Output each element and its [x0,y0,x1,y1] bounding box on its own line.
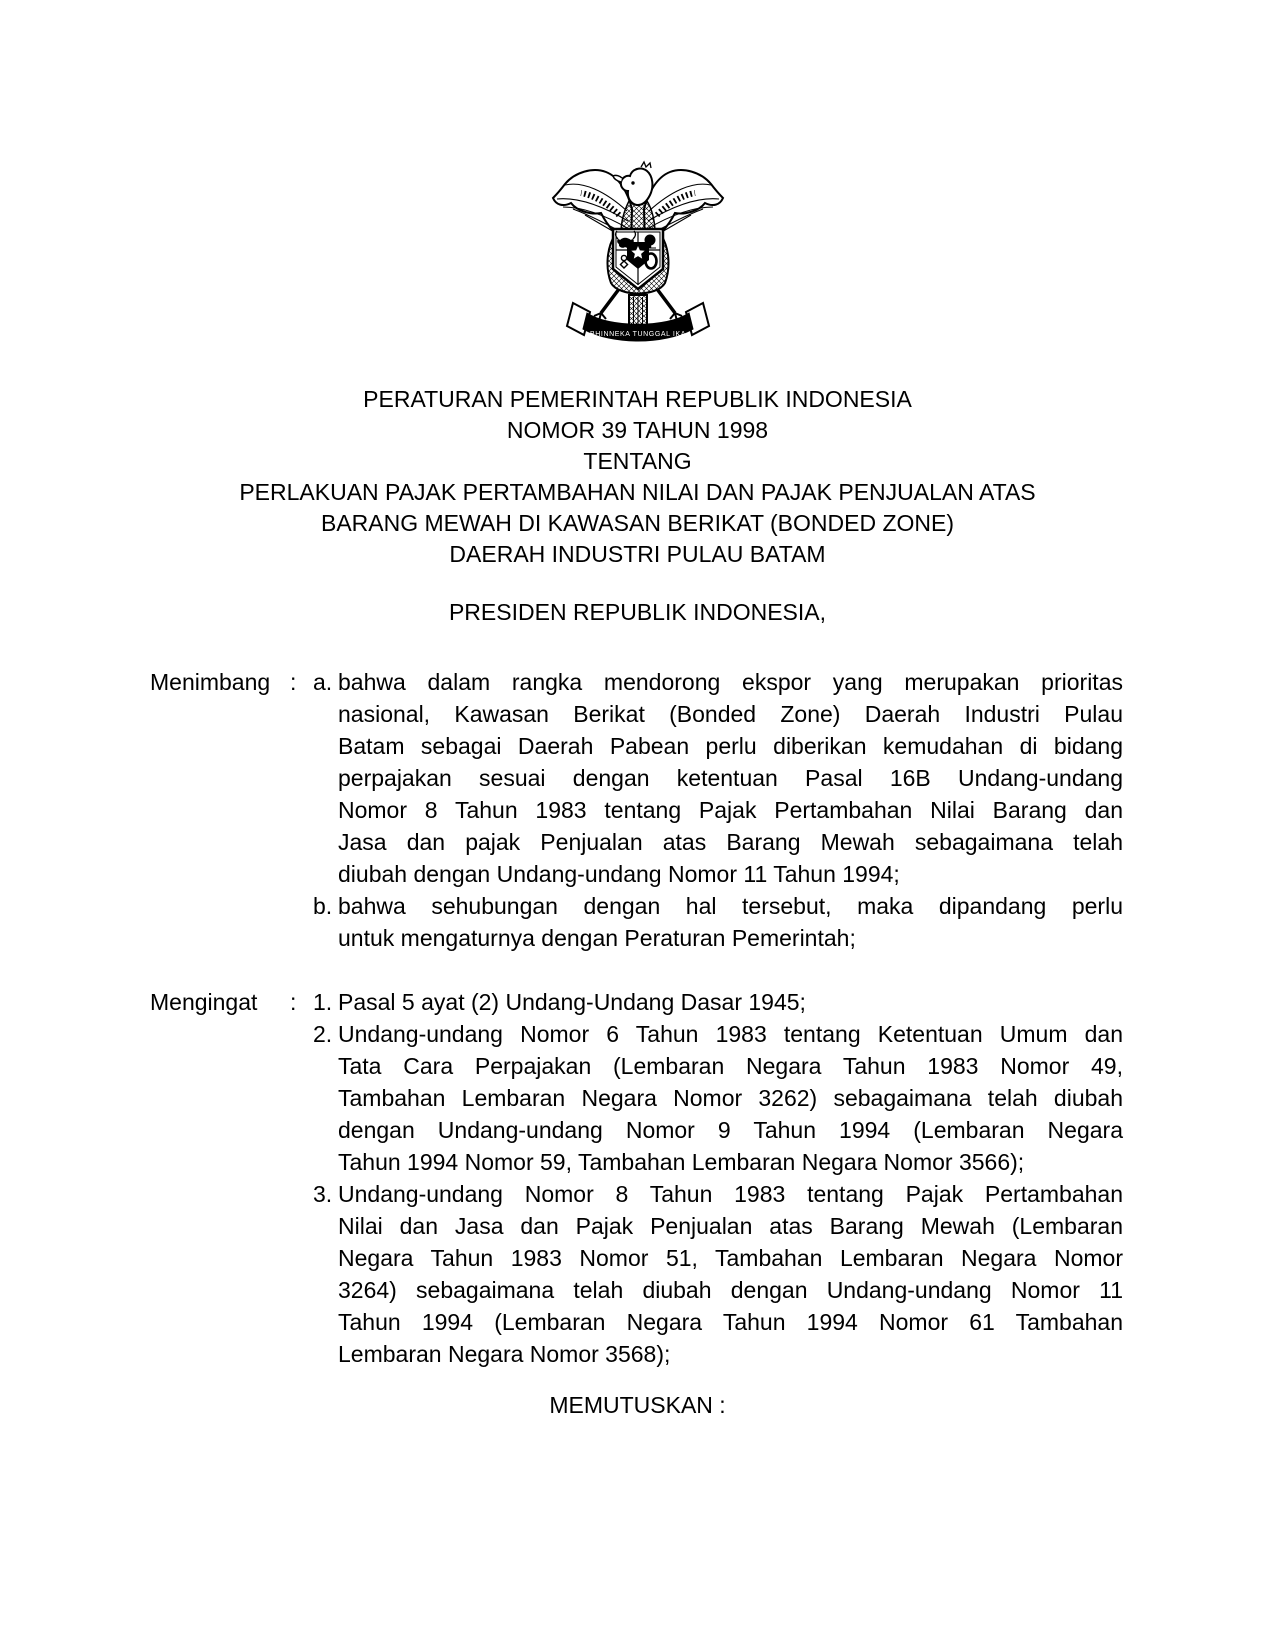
text-line: perpajakan sesuai dengan ketentuan Pasal 16B Undang-undang [338,765,1123,791]
section-items [313,666,1123,954]
list-item [313,1018,1123,1178]
text-line: Batam sebagai Daerah Pabean perlu diberikan kemudahan di bidang [338,733,1123,759]
title-line: PERATURAN PEMERINTAH REPUBLIK INDONESIA [363,386,912,412]
text-line: Pasal 5 ayat (2) Undang-Undang Dasar 1945; [338,989,806,1015]
section-label: Mengingat [150,989,258,1015]
text-line: Tambahan Lembaran Negara Nomor 3262) sebagaimana telah diubah [338,1085,1123,1111]
item-text [338,1018,1123,1178]
text-line: 3264) sebagaimana telah diubah dengan Undang-undang Nomor 11 [338,1277,1123,1303]
item-marker: 2. [313,1021,333,1047]
text-line: Jasa dan pajak Penjualan atas Barang Mewah sebagaimana telah [338,829,1123,855]
document-title [0,384,1275,570]
item-marker: a. [313,669,333,695]
text-line: Undang-undang Nomor 6 Tahun 1983 tentang Ketentuan Umum dan [338,1021,1123,1047]
text-line: diubah dengan Undang-undang Nomor 11 Tahun 1994; [338,861,900,887]
emblem-motto-text: BHINNEKA TUNGGAL IKA [589,331,687,338]
list-item [313,666,1123,890]
text-line: Lembaran Negara Nomor 3568); [338,1341,671,1367]
title-line: PERLAKUAN PAJAK PERTAMBAHAN NILAI DAN PAJAK PENJUALAN ATAS [239,479,1036,505]
item-marker: b. [313,893,333,919]
section-colon: : [290,669,297,695]
garuda-pancasila-emblem [549,151,727,349]
text-line: untuk mengaturnya dengan Peraturan Pemerintah; [338,925,856,951]
item-marker: 3. [313,1181,333,1207]
text-line: Tata Cara Perpajakan (Lembaran Negara Tahun 1983 Nomor 49, [338,1053,1123,1079]
list-item [313,890,1123,954]
text-line: bahwa dalam rangka mendorong ekspor yang merupakan prioritas [338,669,1123,695]
title-line: NOMOR 39 TAHUN 1998 [506,417,769,443]
text-line: Negara Tahun 1983 Nomor 51, Tambahan Lembaran Negara Nomor [338,1245,1123,1271]
section-items [313,986,1123,1370]
item-text [338,1178,1123,1370]
decision-heading: MEMUTUSKAN : [549,1392,726,1418]
title-line: DAERAH INDUSTRI PULAU BATAM [449,541,826,567]
section-label: Menimbang [150,669,271,695]
list-item [313,986,1123,1018]
text-line: Tahun 1994 (Lembaran Negara Tahun 1994 Nomor 61 Tambahan [338,1309,1123,1335]
text-line: nasional, Kawasan Berikat (Bonded Zone) Daerah Industri Pulau [338,701,1123,727]
item-text [338,986,1123,1018]
list-item [313,1178,1123,1370]
title-line: TENTANG [583,448,692,474]
text-line: dengan Undang-undang Nomor 9 Tahun 1994 (Lembaran Negara [338,1117,1123,1143]
text-line: Nilai dan Jasa dan Pajak Penjualan atas Barang Mewah (Lembaran [338,1213,1123,1239]
item-text [338,890,1123,954]
item-text [338,666,1123,890]
title-line: BARANG MEWAH DI KAWASAN BERIKAT (BONDED ZONE) [321,510,954,536]
text-line: Tahun 1994 Nomor 59, Tambahan Lembaran Negara Nomor 3566); [338,1149,1025,1175]
section-colon: : [290,989,297,1015]
item-marker: 1. [313,989,333,1015]
salutation: PRESIDEN REPUBLIK INDONESIA, [448,599,827,625]
text-line: Nomor 8 Tahun 1983 tentang Pajak Pertambahan Nilai Barang dan [338,797,1123,823]
text-line: Undang-undang Nomor 8 Tahun 1983 tentang Pajak Pertambahan [338,1181,1123,1207]
text-line: bahwa sehubungan dengan hal tersebut, maka dipandang perlu [338,893,1123,919]
